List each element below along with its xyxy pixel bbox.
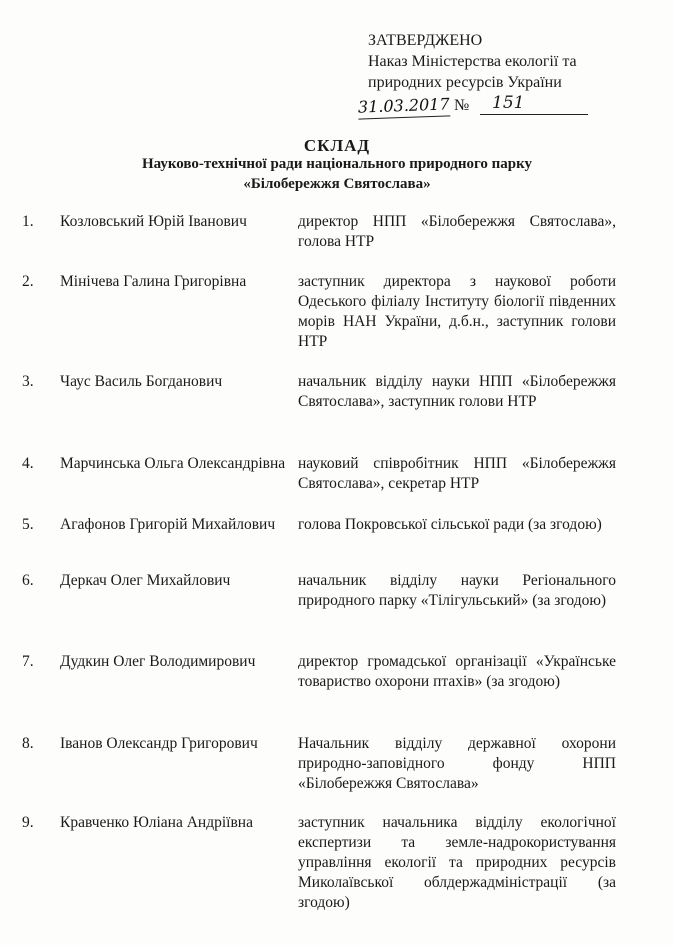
member-name: Агафонов Григорій Михайлович <box>60 516 276 533</box>
member-role: директор громадської організації «Українське товариство охорони птахів» (за згодою) <box>298 653 616 690</box>
member-name: Чаус Василь Богданович <box>60 373 223 390</box>
item-number: 9. <box>22 814 34 831</box>
approval-stamp <box>357 30 638 117</box>
approval-title: ЗАТВЕРДЖЕНО <box>368 32 483 49</box>
member-name: Дудкин Олег Володимирович <box>60 653 256 670</box>
page-subtitle-line1: Науково-технічної ради національного природного парку <box>141 156 533 172</box>
member-role: Начальник відділу державної охорони природно-заповідного фонду НПП «Білобережжя Святослава» <box>298 735 616 792</box>
member-role: начальник відділу науки НПП «Білобережжя Святослава», заступник голови НТР <box>298 373 616 410</box>
member-name: Іванов Олександр Григорович <box>60 735 258 752</box>
item-number: 8. <box>22 735 34 752</box>
member-name: Марчинська Ольга Олександрівна <box>60 455 286 472</box>
item-number: 2. <box>22 273 34 290</box>
member-role: голова Покровської сільської ради (за згодою) <box>298 516 602 533</box>
member-role: заступник директора з наукової роботи Одеського філіалу Інституту біології південних морів НАН України, д.б.н., заступник голови НТР <box>298 273 616 350</box>
member-name: Козловський Юрій Іванович <box>60 213 247 230</box>
member-name: Мінічева Галина Григорівна <box>60 273 247 290</box>
item-number: 4. <box>22 455 34 472</box>
item-number: 3. <box>22 373 34 390</box>
item-number: 7. <box>22 653 34 670</box>
page-subtitle-line2: «Білобережжя Святослава» <box>243 176 431 192</box>
approval-order-line1: Наказ Міністерства екології та <box>368 53 577 70</box>
page-title: СКЛАД <box>303 136 371 155</box>
item-number: 5. <box>22 516 34 533</box>
approval-date: 31.03.2017 <box>358 93 451 119</box>
approval-order-line2: природних ресурсів України <box>368 74 562 91</box>
approval-date-number-row <box>357 93 638 117</box>
member-role: заступник начальника відділу екологічної експертизи та земле-надрокористування управління екології та природних ресурсів Миколаївської облдержадміністрації (за згодою) <box>298 814 616 911</box>
approval-number: 151 <box>480 93 588 115</box>
member-role: науковий співробітник НПП «Білобережжя Святослава», секретар НТР <box>298 455 616 492</box>
item-number: 1. <box>22 213 34 230</box>
member-role: директор НПП «Білобережжя Святослава», голова НТР <box>298 213 616 250</box>
item-number: 6. <box>22 572 34 589</box>
approval-number-label: № <box>454 97 470 114</box>
member-name: Кравченко Юліана Андріївна <box>60 814 253 831</box>
member-role: начальник відділу науки Регіонального природного парку «Тілігульський» (за згодою) <box>298 572 616 609</box>
member-name: Деркач Олег Михайлович <box>60 572 231 589</box>
